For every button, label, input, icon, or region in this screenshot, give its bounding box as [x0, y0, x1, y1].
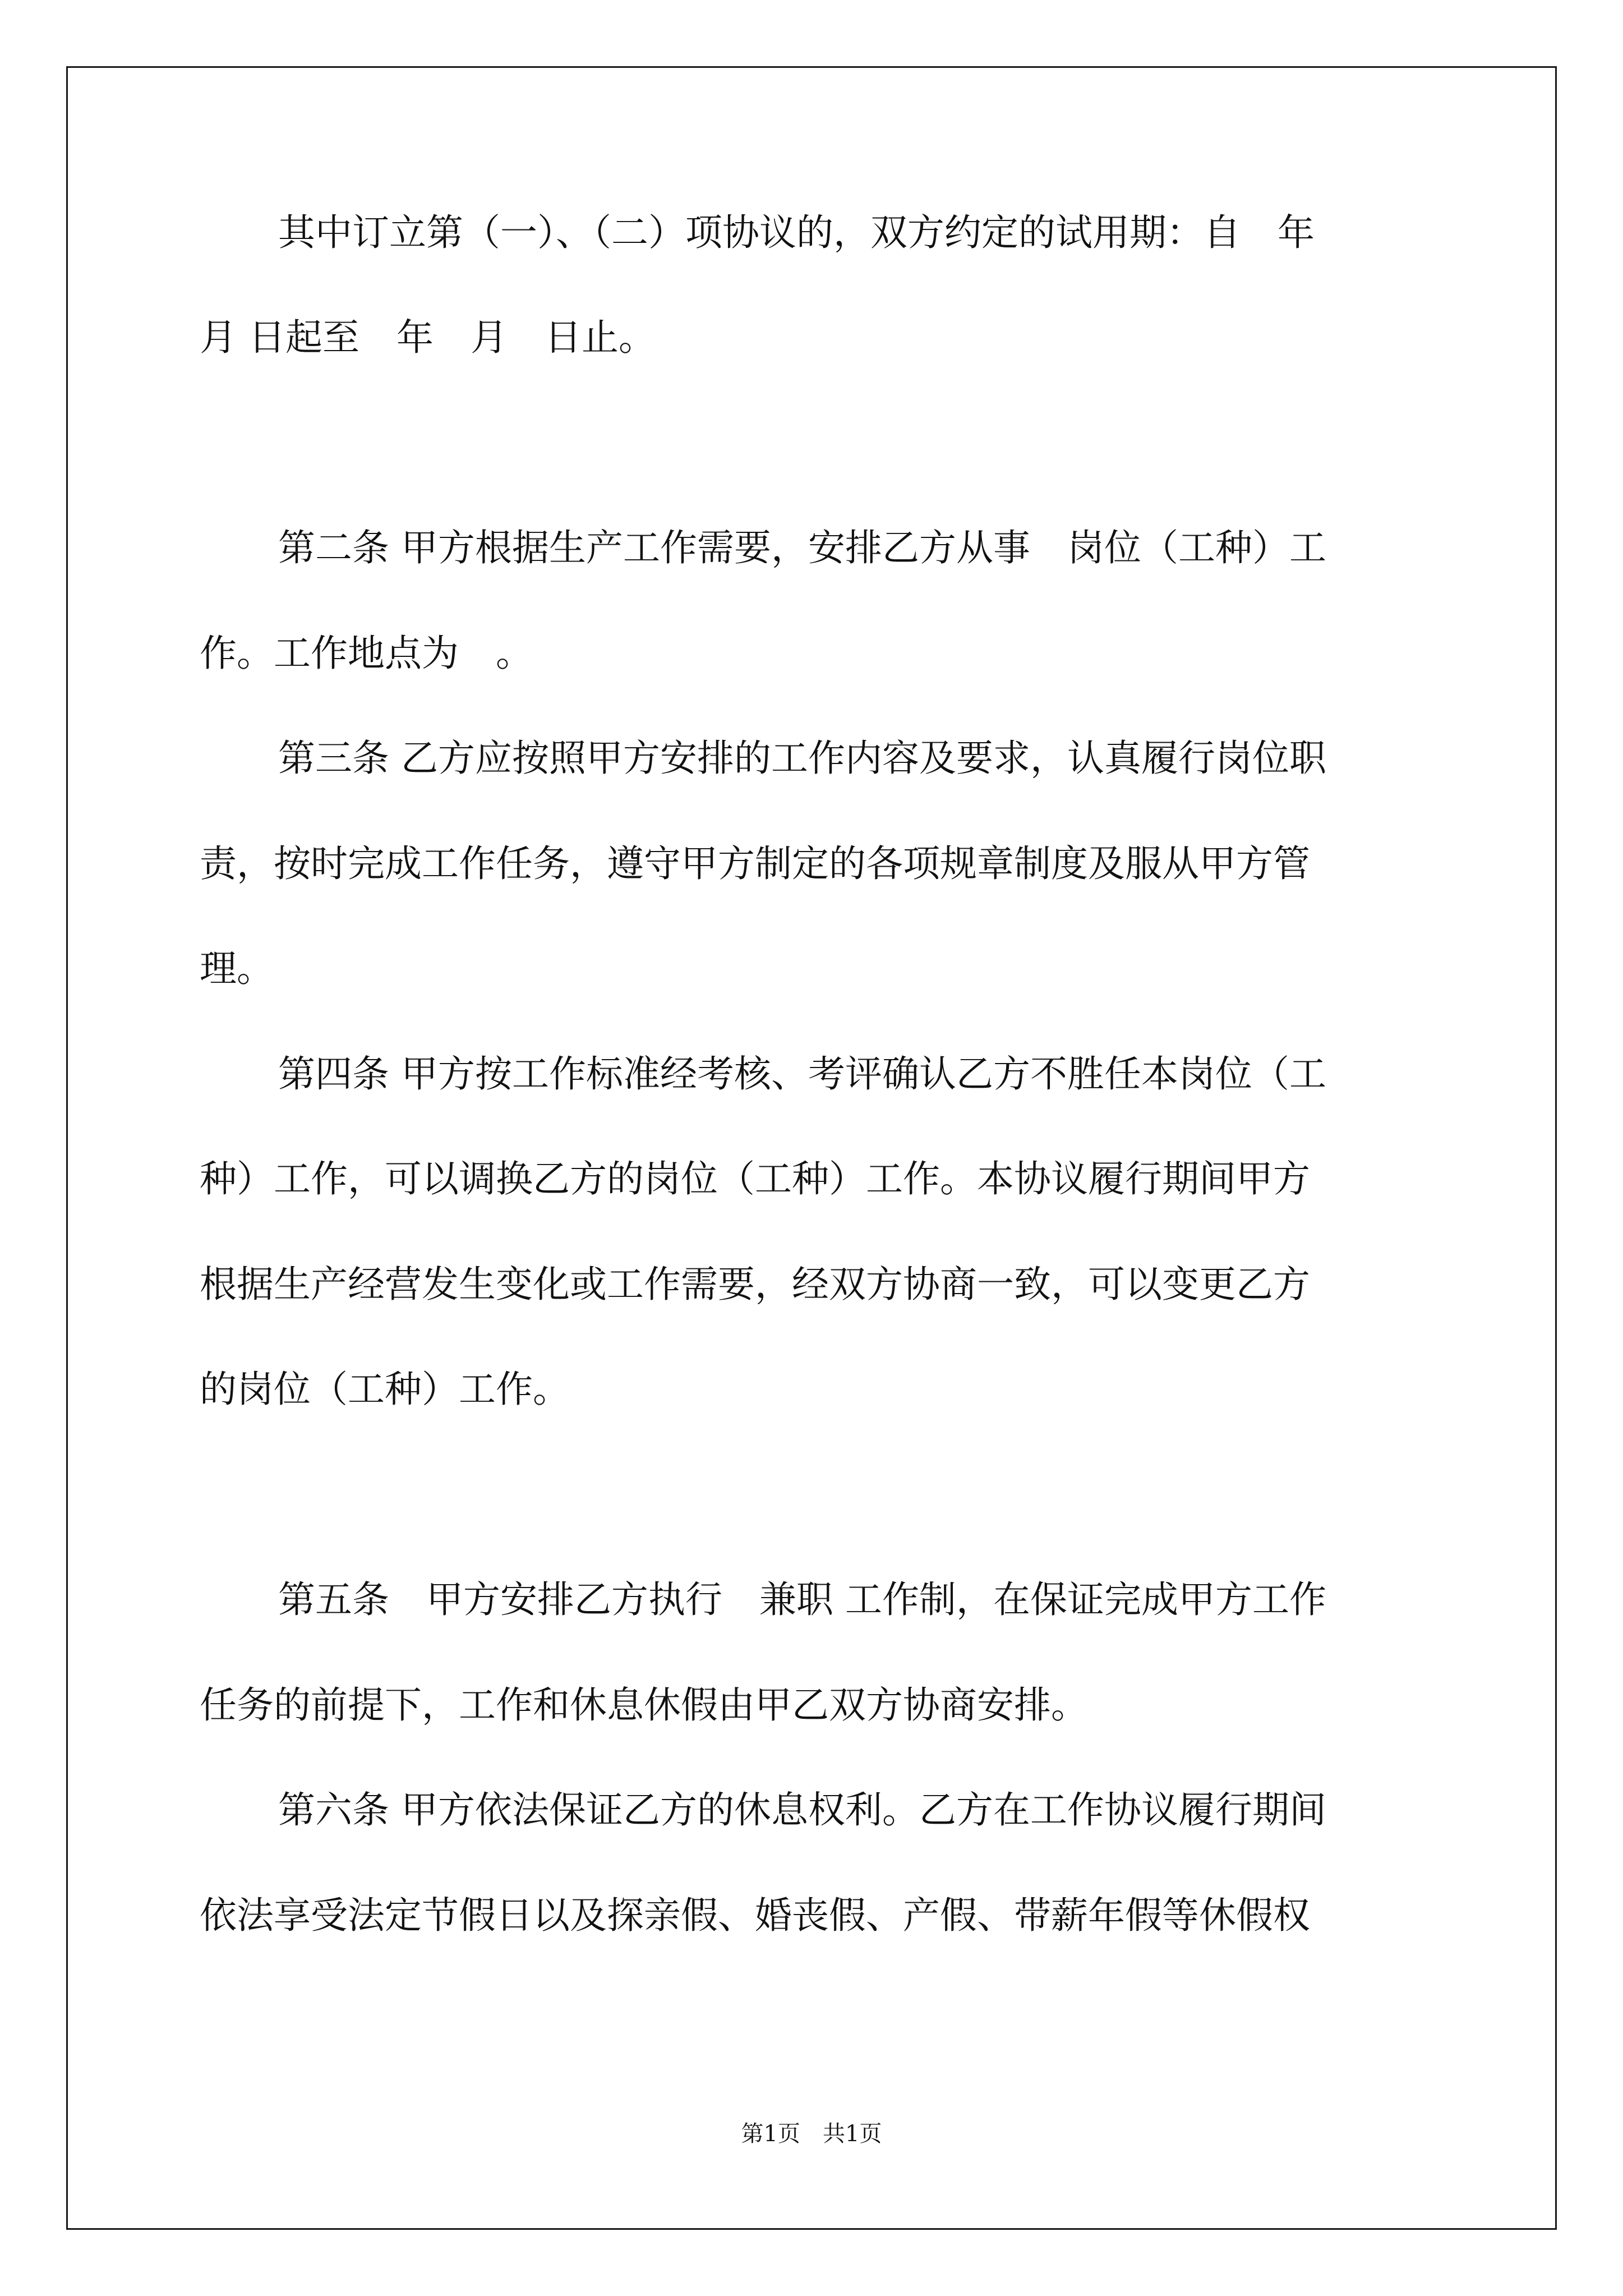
article-4-line-1: 第四条 甲方按工作标准经考核、考评确认乙方不胜任本岗位（工 — [278, 1052, 1326, 1096]
article-4-line-4: 的岗位（工种）工作。 — [200, 1368, 570, 1411]
article-4-line-3: 根据生产经营发生变化或工作需要，经双方协商一致，可以变更乙方 — [200, 1263, 1310, 1306]
article-3-line-2: 责，按时完成工作任务，遵守甲方制定的各项规章制度及服从甲方管 — [200, 842, 1310, 885]
article-6-line-1: 第六条 甲方依法保证乙方的休息权利。乙方在工作协议履行期间 — [278, 1788, 1326, 1832]
article-5-line-1: 第五条 甲方安排乙方执行 兼职 工作制，在保证完成甲方工作 — [278, 1578, 1326, 1621]
paragraph-probation-line-1: 其中订立第（一）、（二）项协议的，双方约定的试用期：自 年 — [278, 211, 1315, 254]
article-6-line-2: 依法享受法定节假日以及探亲假、婚丧假、产假、带薪年假等休假权 — [200, 1894, 1310, 1937]
article-4-line-2: 种）工作，可以调换乙方的岗位（工种）工作。本协议履行期间甲方 — [200, 1157, 1310, 1200]
paragraph-probation-line-2: 月 日起至 年 月 日止。 — [200, 316, 656, 359]
page-number-footer: 第1页 共1页 — [741, 2121, 882, 2147]
article-5-line-2: 任务的前提下，工作和休息休假由甲乙双方协商安排。 — [200, 1683, 1088, 1727]
article-3-line-1: 第三条 乙方应按照甲方安排的工作内容及要求，认真履行岗位职 — [278, 737, 1326, 780]
article-2-line-2: 作。工作地点为 。 — [200, 632, 533, 675]
article-3-line-3: 理。 — [200, 947, 274, 990]
article-2-line-1: 第二条 甲方根据生产工作需要，安排乙方从事 岗位（工种）工 — [278, 526, 1326, 569]
